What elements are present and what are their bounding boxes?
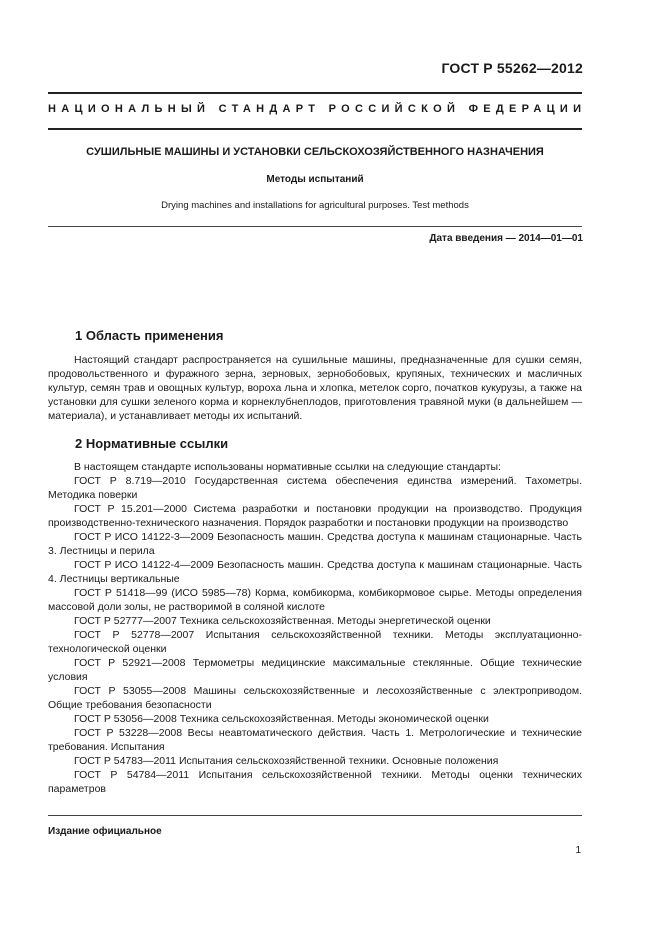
references-list bbox=[48, 460, 582, 796]
reference-item: ГОСТ Р 52778—2007 Испытания сельскохозяйственной техники. Методы эксплуатационно-технологической оценки bbox=[48, 629, 582, 655]
introduction-date: Дата введения — 2014—01—01 bbox=[429, 233, 583, 244]
reference-item: ГОСТ Р 51418—99 (ИСО 5985—78) Корма, комбикорма, комбикормовое сырье. Методы определения массовой доли золы, не растворимой в соляной кислоте bbox=[48, 587, 582, 613]
section-1-heading: 1 Область применения bbox=[75, 328, 224, 343]
edition-label: Издание официальное bbox=[48, 826, 162, 837]
footer-divider bbox=[48, 815, 582, 816]
references-intro: В настоящем стандарте использованы нормативные ссылки на следующие стандарты: bbox=[74, 461, 501, 473]
reference-item: ГОСТ Р 52777—2007 Техника сельскохозяйственная. Методы энергетической оценки bbox=[74, 615, 491, 627]
reference-item: ГОСТ Р 53055—2008 Машины сельскохозяйственные и лесохозяйственные с электроприводом. Общие требования безопасности bbox=[48, 685, 582, 711]
reference-item: ГОСТ Р 54784—2011 Испытания сельскохозяйственной техники. Методы оценки технических параметров bbox=[48, 769, 582, 795]
document-title-english: Drying machines and installations for agricultural purposes. Test methods bbox=[161, 200, 469, 211]
section-1-paragraph: Настоящий стандарт распространяется на сушильные машины, предназначенные для сушки семян, продовольственного и фуражного зерна, зерновых, зернобобовых, крупяных, технических и масличных культур, семян трав и овощных культур, вороха льна и хлопка, метелок сорго, початков кукурузы, а также на установки для сушки зеленого корма и корнеклубнеплодов, приготовления травяной муки (в дальнейшем — материала), и устанавливает методы их испытаний. bbox=[48, 354, 582, 422]
reference-item: ГОСТ Р 52921—2008 Термометры медицинские максимальные стеклянные. Общие технические условия bbox=[48, 657, 582, 683]
document-title: СУШИЛЬНЫЕ МАШИНЫ И УСТАНОВКИ СЕЛЬСКОХОЗЯЙСТВЕННОГО НАЗНАЧЕНИЯ bbox=[86, 146, 544, 158]
document-subtitle: Методы испытаний bbox=[266, 174, 364, 185]
top-divider bbox=[48, 92, 582, 94]
reference-item: ГОСТ Р 8.719—2010 Государственная система обеспечения единства измерений. Тахометры. Методика поверки bbox=[48, 475, 582, 501]
reference-item: ГОСТ Р ИСО 14122-4—2009 Безопасность машин. Средства доступа к машинам стационарные. Часть 4. Лестницы вертикальные bbox=[48, 559, 582, 585]
national-standard-banner: НАЦИОНАЛЬНЫЙ СТАНДАРТ РОССИЙСКОЙ ФЕДЕРАЦИИ bbox=[48, 103, 587, 115]
reference-item: ГОСТ Р ИСО 14122-3—2009 Безопасность машин. Средства доступа к машинам стационарные. Часть 3. Лестницы и перила bbox=[48, 531, 582, 557]
section-1-text bbox=[48, 353, 582, 423]
page-number: 1 bbox=[575, 845, 581, 856]
banner-divider bbox=[48, 128, 582, 130]
reference-item: ГОСТ Р 54783—2011 Испытания сельскохозяйственной техники. Основные положения bbox=[74, 755, 499, 767]
reference-item: ГОСТ Р 53228—2008 Весы неавтоматического действия. Часть 1. Метрологические и технические требования. Испытания bbox=[48, 727, 582, 753]
reference-item: ГОСТ Р 15.201—2000 Система разработки и постановки продукции на производство. Продукция производственно-технического назначения. Порядок разработки и постановки продукции на производство bbox=[48, 503, 582, 529]
title-divider bbox=[48, 226, 582, 227]
reference-item: ГОСТ Р 53056—2008 Техника сельскохозяйственная. Методы экономической оценки bbox=[74, 713, 489, 725]
section-2-heading: 2 Нормативные ссылки bbox=[75, 436, 229, 451]
document-number: ГОСТ Р 55262—2012 bbox=[441, 60, 583, 76]
